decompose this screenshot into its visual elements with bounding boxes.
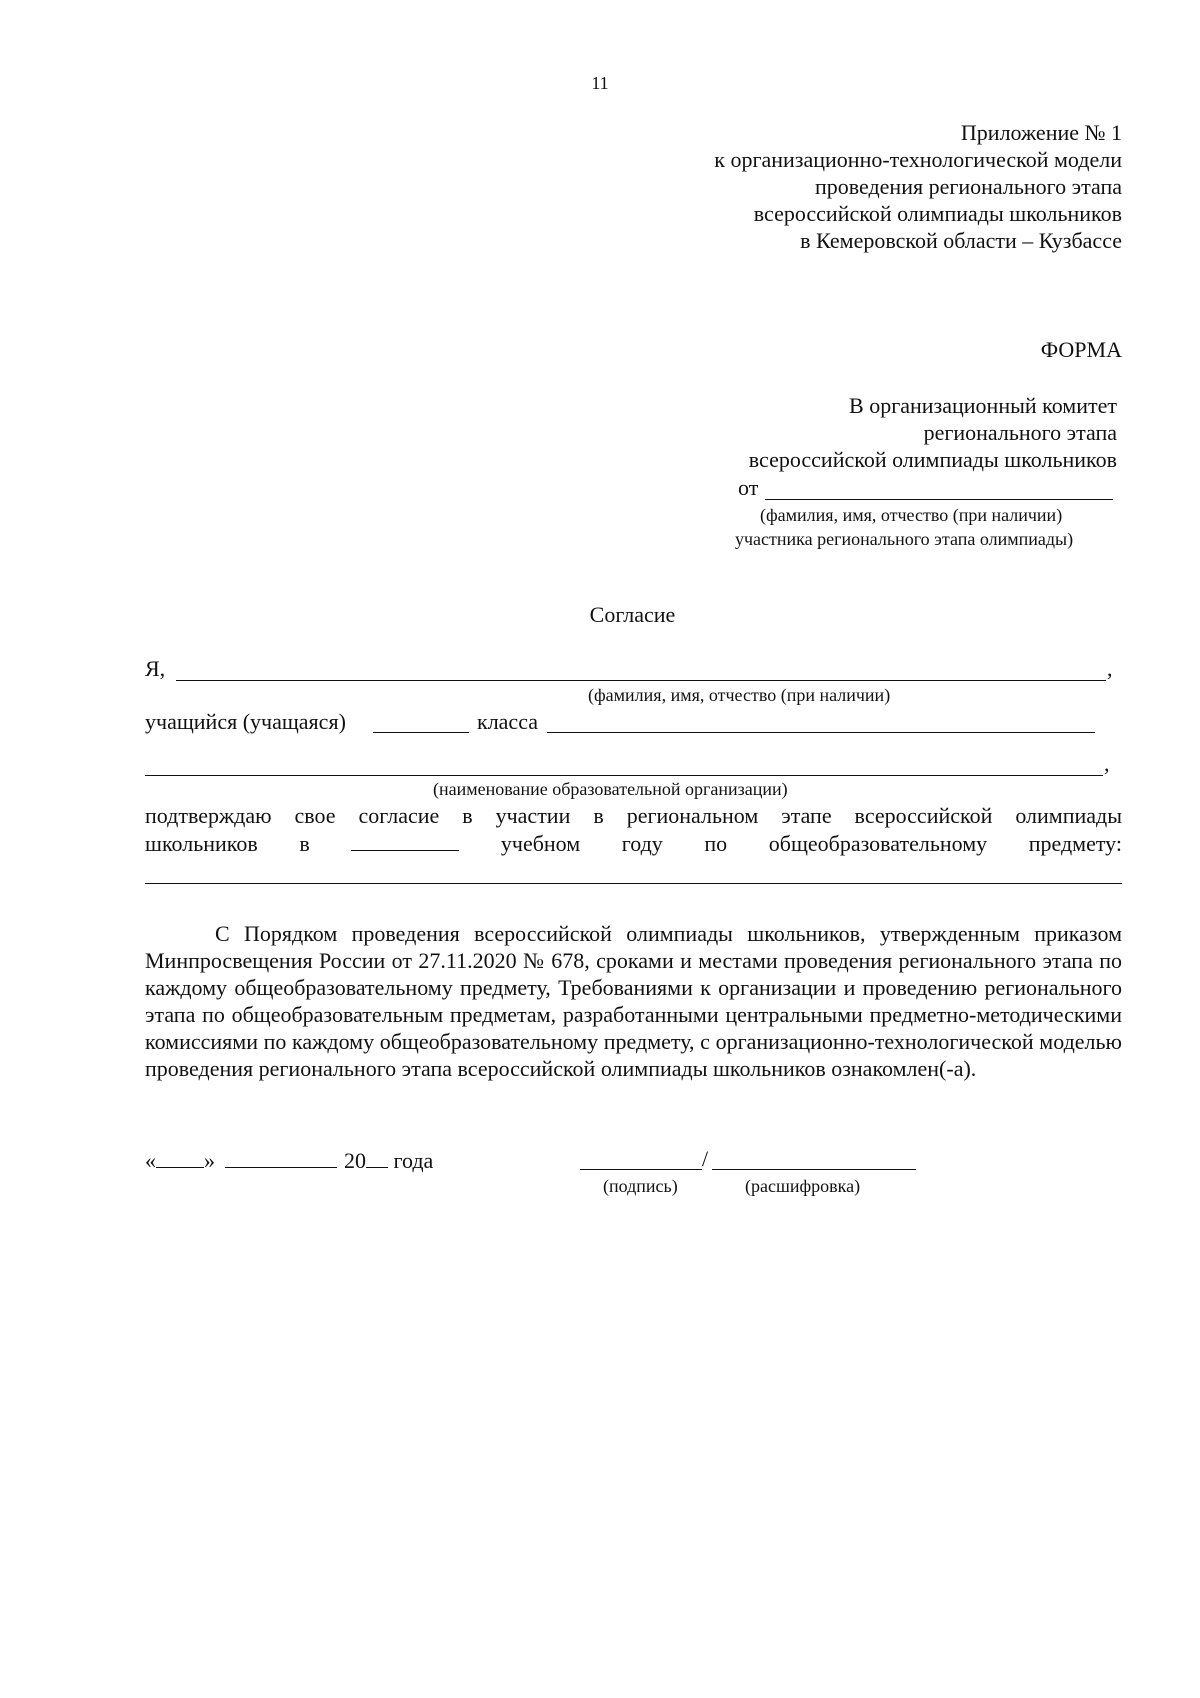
form-label: ФОРМА: [1040, 337, 1122, 362]
grade-field[interactable]: [373, 732, 469, 733]
appendix-line: в Кемеровской области – Кузбассе: [800, 228, 1122, 253]
organization-field[interactable]: [145, 775, 1103, 776]
year-suffix: года: [393, 1148, 434, 1173]
student-label: учащийся (учащаяся): [145, 709, 346, 734]
acknowledgement-paragraph: [145, 920, 1122, 1082]
appendix-line: всероссийской олимпиады школьников: [753, 201, 1122, 226]
appendix-line: Приложение № 1: [960, 120, 1122, 145]
class-label: класса: [477, 709, 538, 734]
signature-field[interactable]: [580, 1169, 702, 1170]
date-open-quote: «: [145, 1148, 156, 1173]
fio-field[interactable]: [176, 680, 1106, 681]
confirm-word: общеобразовательному: [768, 831, 988, 856]
year-field[interactable]: [351, 830, 459, 851]
date-close-quote: »: [204, 1148, 215, 1173]
confirm-word: школьников: [145, 831, 258, 856]
document-title: Согласие: [589, 602, 676, 627]
from-label: от: [738, 475, 759, 500]
ya-comma: ,: [1107, 656, 1113, 681]
signature-slash: /: [702, 1146, 709, 1171]
confirm-word: году: [621, 831, 663, 856]
subject-field[interactable]: [145, 883, 1122, 884]
from-field[interactable]: [765, 499, 1113, 500]
acknowledgement-text: С Порядком проведения всероссийской олимпиады школьников, утвержденным приказом Минпросвещения России от 27.11.2020 № 678, сроками и местами проведения регионального этапа по каждому общеобразовательному предмету, Требованиями к организации и проведению регионального этапа по общеобразовательным предметам, разработанными центральными предметно-методическими комиссиями по каждому общеобразовательному предмету, с организационно-технологической моделью проведения регионального этапа всероссийской олимпиады школьников ознакомлен(-а).: [145, 921, 1122, 1081]
addressee-block: [500, 392, 1117, 473]
ya-label: Я,: [145, 656, 166, 681]
class-extra-field[interactable]: [547, 732, 1095, 733]
page-number: 11: [591, 73, 609, 93]
appendix-header: [500, 119, 1122, 254]
date-block: [145, 1147, 433, 1174]
from-hint-1: (фамилия, имя, отчество (при наличии): [760, 505, 1063, 525]
appendix-line: проведения регионального этапа: [814, 174, 1122, 199]
addressee-line: регионального этапа: [923, 420, 1117, 445]
decode-field[interactable]: [712, 1169, 916, 1170]
confirm-word: предмету:: [1028, 831, 1122, 856]
addressee-line: всероссийской олимпиады школьников: [748, 447, 1117, 472]
org-hint: (наименование образовательной организации): [433, 779, 788, 799]
appendix-line: к организационно-технологической модели: [714, 147, 1122, 172]
addressee-line: В организационный комитет: [849, 393, 1117, 418]
fio-hint: (фамилия, имя, отчество (при наличии): [588, 685, 891, 705]
confirm-row-2: [145, 830, 1122, 857]
sign-hint: (подпись): [603, 1176, 678, 1196]
day-field[interactable]: [156, 1147, 204, 1168]
from-hint-2: участника регионального этапа олимпиады): [735, 529, 1074, 549]
org-comma: ,: [1104, 751, 1110, 776]
month-field[interactable]: [225, 1147, 337, 1168]
confirm-word: по: [704, 831, 728, 856]
confirm-line: подтверждаю свое согласие в участии в региональном этапе всероссийской олимпиады: [145, 803, 1122, 828]
year-prefix: 20: [344, 1148, 366, 1173]
confirm-word: в: [299, 831, 310, 856]
decode-hint: (расшифровка): [745, 1176, 861, 1196]
confirm-word: учебном: [500, 831, 581, 856]
year-digits-field[interactable]: [366, 1147, 388, 1168]
